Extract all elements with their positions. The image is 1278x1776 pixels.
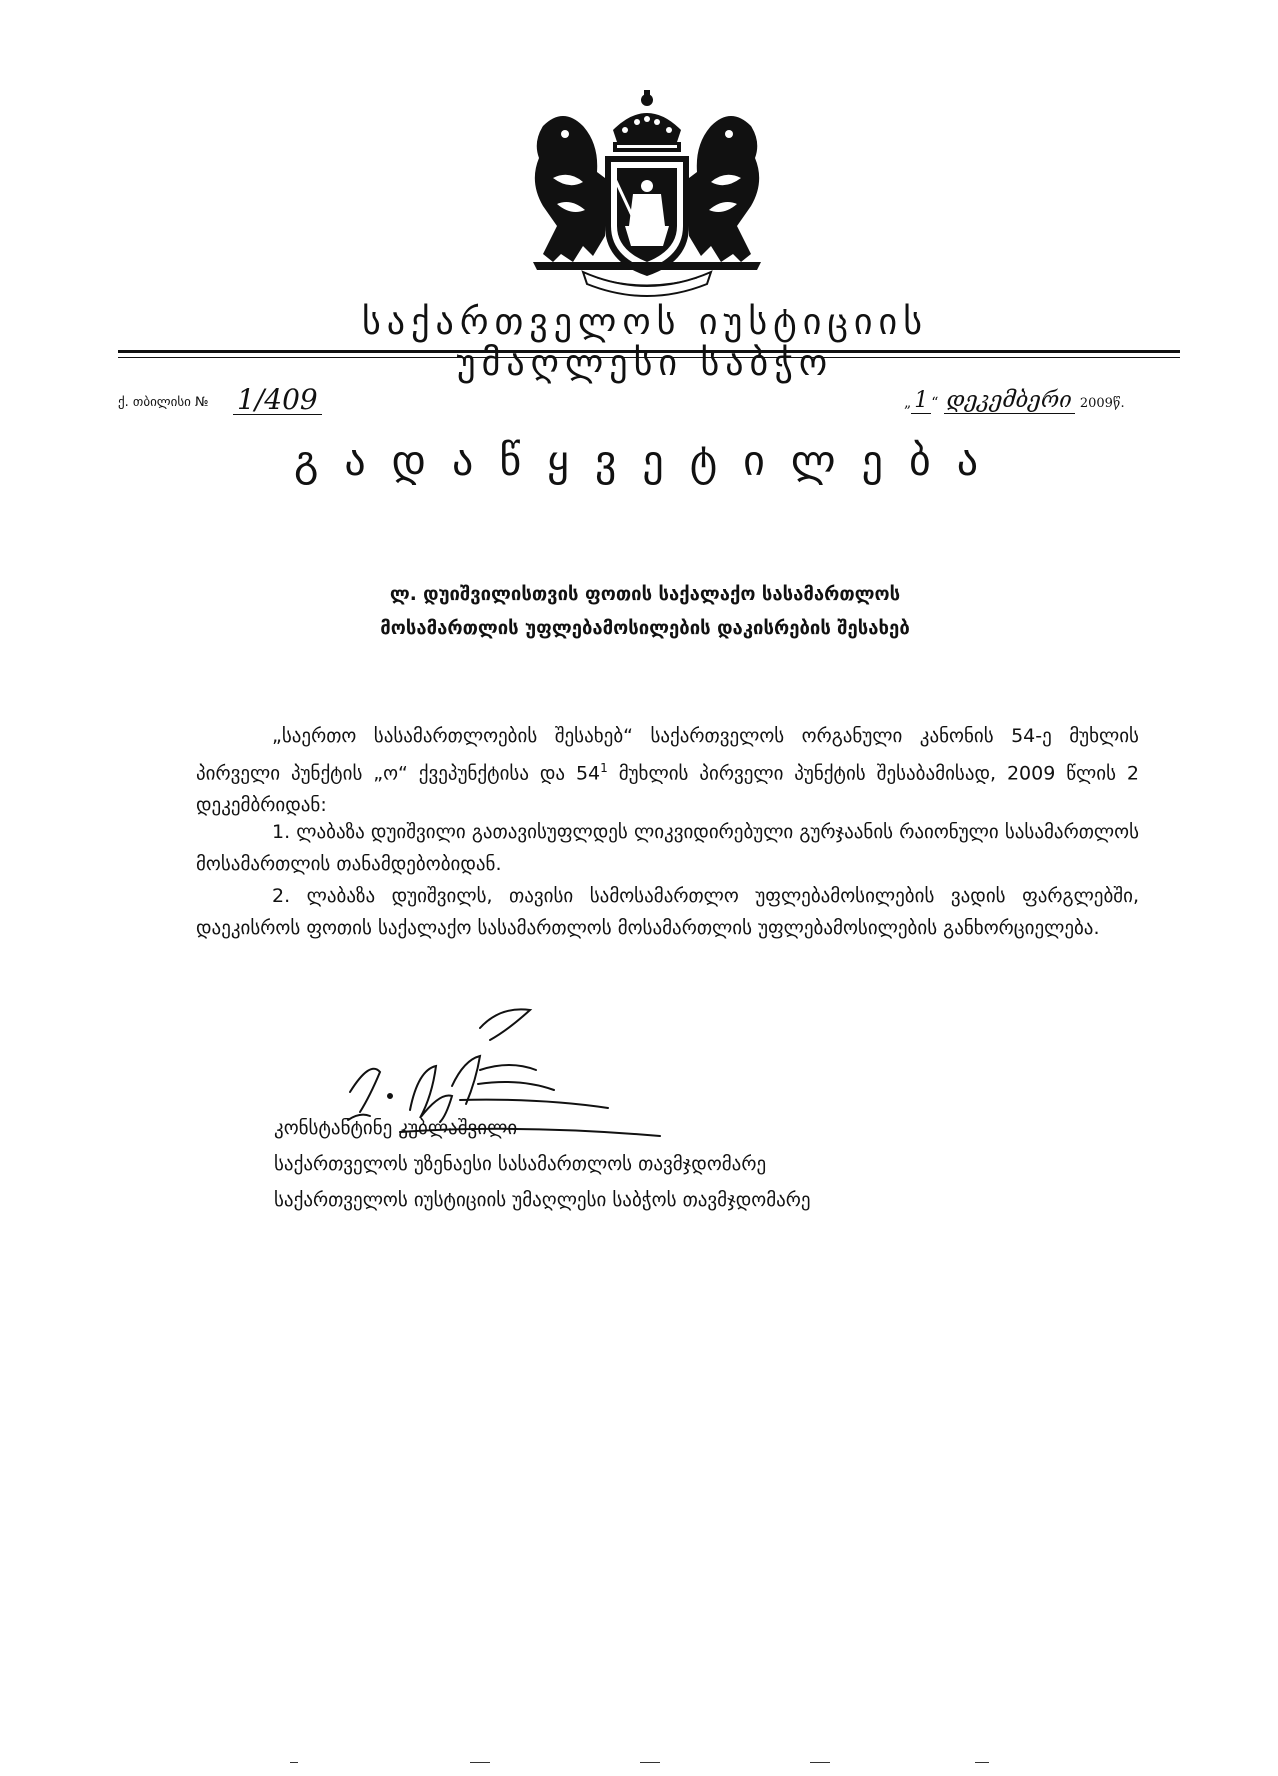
footer-mark — [640, 1762, 660, 1763]
signatory-title-2: საქართველოს იუსტიციის უმაღლესი საბჭოს თავმჯდომარე — [274, 1189, 811, 1211]
footer-mark — [975, 1762, 989, 1763]
date-quote-close: “ — [931, 395, 939, 411]
reference-label: ქ. თბილისი № — [118, 395, 209, 410]
signatory-name: კონსტანტინე კუბლაშვილი — [274, 1117, 518, 1139]
preamble-text-1: „საერთო სასამართლოების შესახებ“ საქართველოს ორგანული კანონის 54-ე მუხლის პირველი პუნქტის „ო“ ქვეპუნქტისა და 54 — [196, 725, 1139, 785]
footer-mark — [290, 1762, 298, 1763]
document-date — [904, 388, 1184, 413]
decision-item-2: 2. ლაბაზა დუიშვილს, თავისი სამოსამართლო უფლებამოსილების ვადის ფარგლებში, დაეკისროს ფოთის საქალაქო სასამართლოს მოსამართლის უფლებამოსილების განხორციელება. — [196, 885, 1139, 939]
preamble-text-2: მუხლის პირველი პუნქტის შესაბამისად, 2009 წლის 2 დეკემბრიდან: — [196, 762, 1140, 817]
reference-number: 1/409 — [233, 386, 322, 415]
header-rule-thin — [118, 357, 1180, 358]
institution-name: საქართველოს იუსტიციის უმაღლესი საბჭო — [362, 302, 928, 384]
date-quote-open: „ — [904, 395, 912, 411]
date-day: 1 — [911, 388, 931, 414]
coat-of-arms-emblem — [513, 86, 781, 298]
preamble-superscript: 1 — [600, 761, 608, 775]
decision-item-1: 1. ლაბაზა დუიშვილი გათავისუფლდეს ლიკვიდირებული გურჯაანის რაიონული სასამართლოს მოსამართლის თანამდებობიდან. — [196, 821, 1139, 875]
document-subject — [200, 578, 1090, 646]
document-title: გადაწყვეტილება — [293, 436, 1005, 485]
date-year: 2009წ. — [1079, 396, 1125, 411]
subject-line-2: მოსამართლის უფლებამოსილების დაკისრების შესახებ — [380, 618, 910, 639]
footer-mark — [810, 1762, 830, 1763]
signatory-title-1: საქართველოს უზენაესი სასამართლოს თავმჯდომარე — [274, 1153, 767, 1175]
subject-line-1: ლ. დუიშვილისთვის ფოთის საქალაქო სასამართლოს — [389, 584, 901, 605]
date-month: დეკემბერი — [944, 388, 1075, 414]
preamble-paragraph — [196, 720, 1139, 821]
header-rule-thick — [118, 350, 1180, 353]
footer-mark — [470, 1762, 490, 1763]
